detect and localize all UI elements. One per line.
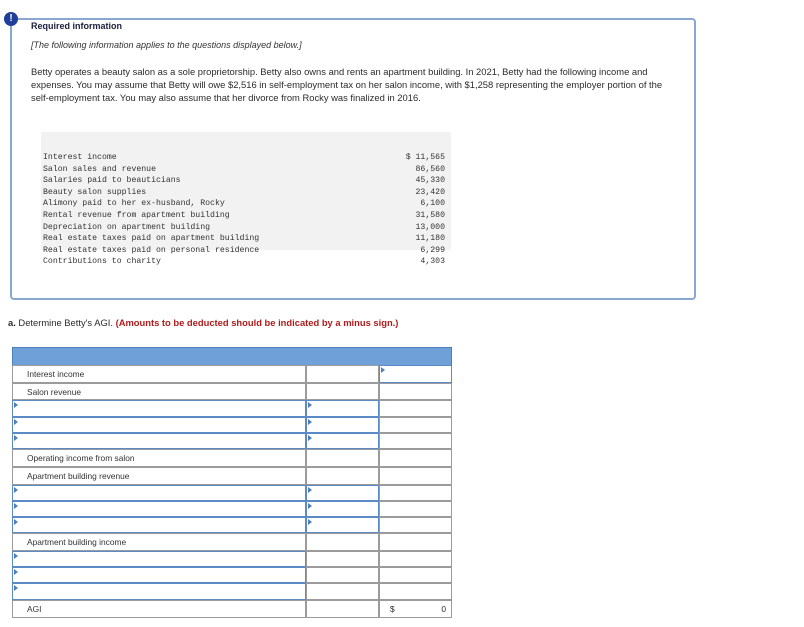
total-amount-cell: [379, 400, 452, 417]
account-select[interactable]: [12, 517, 306, 533]
amount-input[interactable]: [306, 501, 379, 517]
data-row-label: Depreciation on apartment building: [43, 222, 211, 232]
total-amount-cell: [379, 600, 452, 618]
total-amount-cell: [379, 551, 452, 567]
data-row: [41, 233, 451, 245]
amount-cell: [306, 583, 379, 600]
account-select[interactable]: [12, 417, 306, 433]
data-row-label: Salaries paid to beauticians: [43, 176, 181, 186]
row-label-cell: [12, 449, 306, 467]
data-row: [41, 245, 451, 257]
data-row: [41, 164, 451, 176]
data-row: [41, 210, 451, 222]
amount-cell: [306, 449, 379, 467]
question-prefix: a.: [8, 317, 16, 328]
total-amount-cell: [379, 449, 452, 467]
amount-input[interactable]: [306, 517, 379, 533]
dropdown-marker-icon: [308, 519, 312, 525]
data-row-value: 86,560: [415, 164, 445, 174]
data-row-label: Real estate taxes paid on apartment building: [43, 234, 260, 244]
data-row-value: 31,580: [415, 211, 445, 220]
data-row-value: $ 11,565: [405, 153, 445, 162]
dropdown-marker-icon: [381, 367, 385, 373]
account-select[interactable]: [12, 485, 306, 501]
dropdown-marker-icon: [14, 487, 18, 493]
row-label: AGI: [27, 604, 42, 614]
dropdown-marker-icon: [308, 435, 312, 441]
row-label: Interest income: [27, 369, 85, 379]
dropdown-marker-icon: [14, 519, 18, 525]
total-amount-cell: [379, 501, 452, 517]
data-row: [41, 256, 451, 268]
data-row: [41, 222, 451, 234]
question-text: Determine Betty's AGI.: [15, 317, 116, 328]
data-row-value: 23,420: [415, 187, 445, 197]
total-amount-cell: [379, 383, 452, 400]
amount-cell: [306, 533, 379, 551]
total-amount-input[interactable]: [379, 365, 452, 383]
total-amount-cell: [379, 567, 452, 583]
total-amount-cell: [379, 433, 452, 449]
dropdown-marker-icon: [308, 419, 312, 425]
row-label: Salon revenue: [27, 386, 82, 397]
required-information-title: Required information: [31, 21, 123, 31]
account-select[interactable]: [12, 400, 306, 417]
dropdown-marker-icon: [14, 569, 18, 575]
data-row: [41, 187, 451, 199]
data-row: [41, 198, 451, 210]
amount-input[interactable]: [306, 400, 379, 417]
data-row-label: Contributions to charity: [43, 257, 161, 267]
alert-icon: !: [4, 12, 18, 26]
account-select[interactable]: [12, 583, 306, 600]
dropdown-marker-icon: [14, 503, 18, 509]
data-row-value: 11,180: [415, 234, 445, 244]
data-row-label: Real estate taxes paid on personal residence: [43, 245, 260, 255]
answer-table-header: [12, 347, 452, 366]
data-row-label: Salon sales and revenue: [43, 164, 157, 174]
amount-cell: [306, 365, 379, 383]
question-a: [8, 317, 398, 328]
account-select[interactable]: [12, 433, 306, 449]
account-select[interactable]: [12, 567, 306, 583]
amount-cell: [306, 383, 379, 400]
dropdown-marker-icon: [308, 487, 312, 493]
row-label-cell: [12, 365, 306, 383]
amount-cell: [306, 467, 379, 485]
data-row: [41, 175, 451, 187]
amount-input[interactable]: [306, 417, 379, 433]
data-row-value: 6,299: [420, 245, 445, 255]
data-row-label: Interest income: [43, 153, 117, 162]
row-label: Apartment building income: [27, 537, 127, 547]
amount-cell: [306, 600, 379, 618]
agi-currency: $: [390, 604, 395, 614]
total-amount-cell: [379, 467, 452, 485]
amount-input[interactable]: [306, 485, 379, 501]
amount-cell: [306, 567, 379, 583]
data-row-label: Beauty salon supplies: [43, 187, 147, 197]
total-amount-cell: [379, 485, 452, 501]
row-label: Apartment building revenue: [27, 471, 130, 481]
data-row-value: 4,303: [420, 257, 445, 267]
dropdown-marker-icon: [14, 553, 18, 559]
dropdown-marker-icon: [14, 419, 18, 425]
total-amount-cell: [379, 533, 452, 551]
data-row-label: Rental revenue from apartment building: [43, 211, 230, 220]
data-row-value: 45,330: [415, 176, 445, 186]
applies-note: [The following information applies to the questions displayed below.]: [31, 40, 302, 50]
dropdown-marker-icon: [14, 402, 18, 408]
dropdown-marker-icon: [14, 585, 18, 591]
data-row-value: 13,000: [415, 222, 445, 232]
total-amount-cell: [379, 583, 452, 600]
question-instruction: (Amounts to be deducted should be indicated by a minus sign.): [115, 317, 399, 328]
total-amount-cell: [379, 517, 452, 533]
row-label-cell: [12, 533, 306, 551]
problem-description: Betty operates a beauty salon as a sole proprietorship. Betty also owns and rents an apartment building. In 2021, Betty had the following income and expenses. You may assume that Betty will owe $2,516 in self-employment tax on her salon income, with $1,258 representing the employer portion of the self-employment tax. You may also assume that her divorce from Rocky was finalized in 2016.: [31, 66, 663, 103]
row-label-cell: [12, 383, 306, 400]
total-amount-cell: [379, 417, 452, 433]
agi-value: 0: [441, 604, 446, 614]
amount-cell: [306, 551, 379, 567]
dropdown-marker-icon: [308, 402, 312, 408]
row-label-cell: [12, 600, 306, 618]
row-label: Operating income from salon: [27, 453, 135, 463]
amount-input[interactable]: [306, 433, 379, 449]
dropdown-marker-icon: [308, 503, 312, 509]
data-row: [41, 152, 451, 164]
income-expense-table: [41, 132, 451, 267]
data-row-label: Alimony paid to her ex-husband, Rocky: [43, 199, 225, 209]
row-label-cell: [12, 467, 306, 485]
account-select[interactable]: [12, 551, 306, 567]
data-row-value: 6,100: [420, 199, 445, 209]
account-select[interactable]: [12, 501, 306, 517]
dropdown-marker-icon: [14, 435, 18, 441]
